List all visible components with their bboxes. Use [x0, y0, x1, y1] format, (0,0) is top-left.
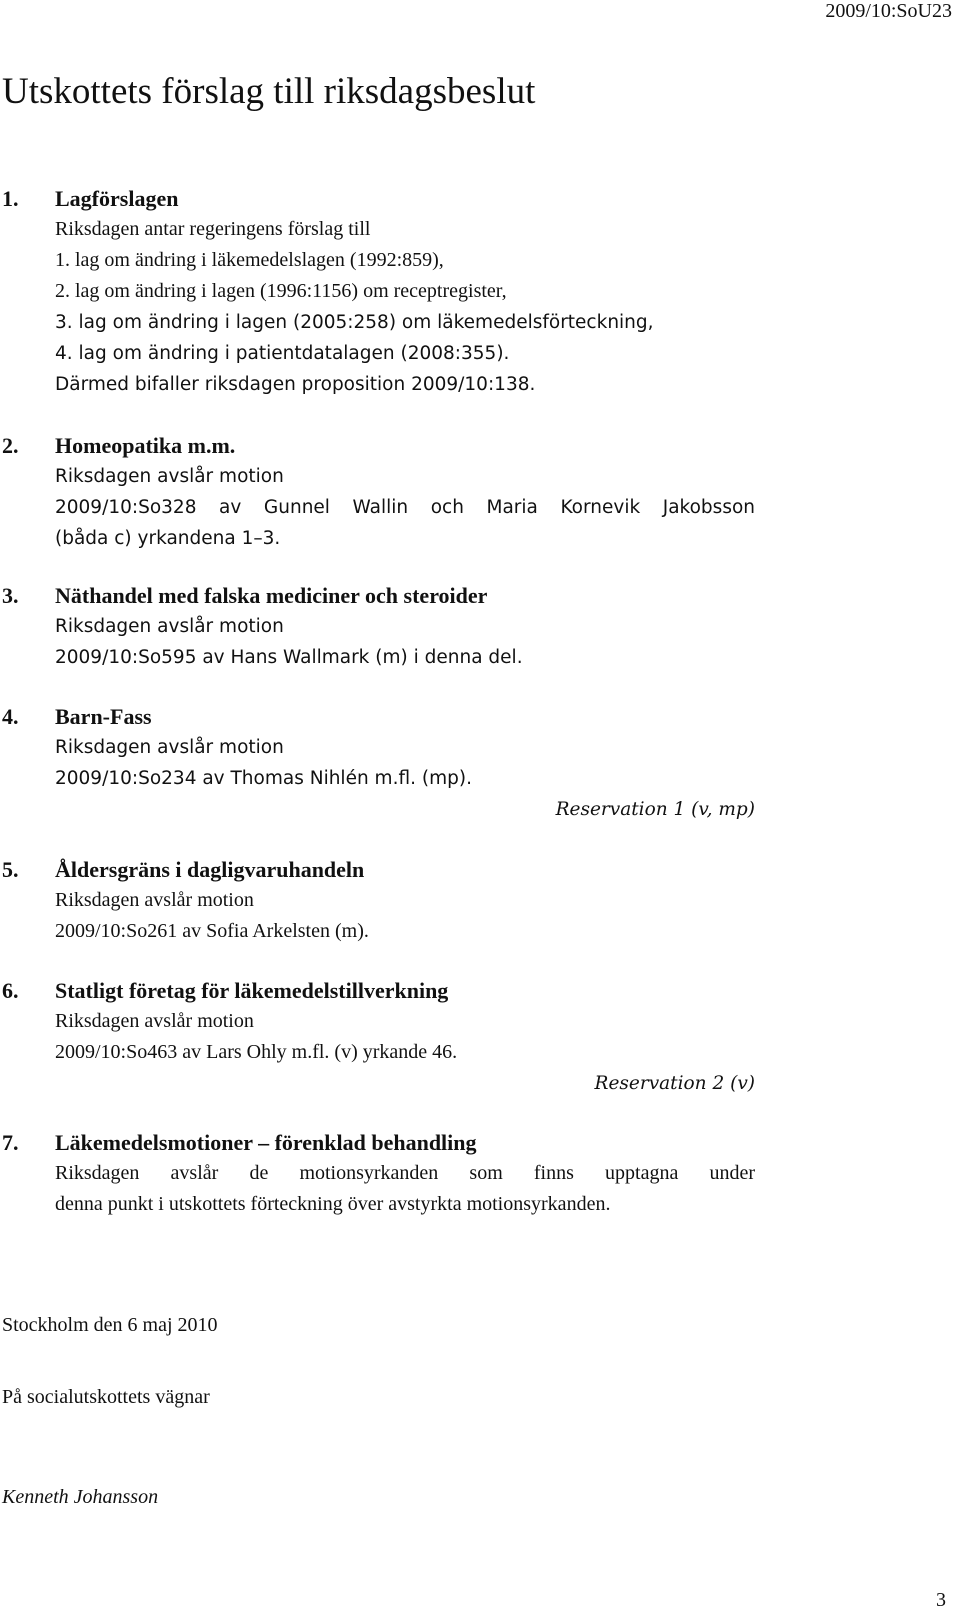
section-6 [0, 975, 760, 1099]
section-2 [0, 430, 760, 554]
section-title: Åldersgräns i dagligvaruhandeln [55, 857, 365, 882]
text-line: 2. lag om ändring i lagen (1996:1156) om receptregister, [55, 280, 507, 302]
text-line: 2009/10:So328 av Gunnel Wallin och Maria Kornevik Jakobsson [55, 497, 755, 518]
section-number: 4. [2, 704, 19, 729]
text-line: 2009/10:So234 av Thomas Nihlén m.fl. (mp). [55, 768, 472, 789]
text-line: 2009/10:So463 av Lars Ohly m.fl. (v) yrkande 46. [55, 1041, 458, 1063]
section-number: 5. [2, 857, 19, 882]
section-7 [0, 1127, 760, 1220]
text-line: 1. lag om ändring i läkemedelslagen (1992:859), [55, 249, 444, 271]
text-line: Riksdagen avslår motion [55, 466, 284, 487]
section-heading [0, 1127, 760, 1158]
place-date: Stockholm den 6 maj 2010 [2, 1314, 218, 1336]
text-line: Riksdagen avslår motion [55, 737, 284, 758]
section-4 [0, 701, 760, 825]
section-title: Homeopatika m.m. [55, 433, 236, 458]
text-line: denna punkt i utskottets förteckning över avstyrkta motionsyrkanden. [55, 1193, 611, 1215]
page-number: 3 [936, 1589, 946, 1611]
section-title: Näthandel med falska mediciner och steroider [55, 583, 488, 608]
text-line: 2009/10:So261 av Sofia Arkelsten (m). [55, 920, 369, 942]
text-line: 4. lag om ändring i patientdatalagen (2008:355). [55, 343, 510, 364]
text-line: 3. lag om ändring i lagen (2005:258) om läkemedelsförteckning, [55, 312, 654, 333]
section-title: Lagförslagen [55, 186, 179, 211]
section-title: Barn-Fass [55, 704, 152, 729]
section-title: Läkemedelsmotioner – förenklad behandling [55, 1130, 477, 1155]
section-1 [0, 183, 760, 400]
section-heading [0, 430, 760, 461]
text-line: Riksdagen antar regeringens förslag till [55, 218, 371, 240]
on-behalf-line: På socialutskottets vägnar [2, 1386, 210, 1408]
text-line: (båda c) yrkandena 1–3. [55, 528, 281, 549]
text-line: Riksdagen avslår motion [55, 616, 284, 637]
section-3 [0, 580, 760, 673]
signature-name: Kenneth Johansson [2, 1486, 159, 1508]
page-title: Utskottets förslag till riksdagsbeslut [2, 71, 536, 112]
section-5 [0, 854, 760, 947]
section-number: 3. [2, 583, 19, 608]
document-id: 2009/10:SoU23 [825, 0, 952, 22]
reservation-note: Reservation 1 (v, mp) [555, 799, 755, 820]
section-heading [0, 975, 760, 1006]
text-line: Riksdagen avslår motion [55, 1010, 254, 1032]
section-heading [0, 580, 760, 611]
section-title: Statligt företag för läkemedelstillverkning [55, 978, 449, 1003]
text-line: Därmed bifaller riksdagen proposition 2009/10:138. [55, 374, 536, 395]
section-number: 2. [2, 433, 19, 458]
reservation-note: Reservation 2 (v) [594, 1073, 755, 1094]
text-line: Riksdagen avslår motion [55, 889, 254, 911]
section-number: 7. [2, 1130, 19, 1155]
text-line: 2009/10:So595 av Hans Wallmark (m) i denna del. [55, 647, 523, 668]
text-line: Riksdagen avslår de motionsyrkanden som finns upptagna under [55, 1162, 755, 1184]
section-heading [0, 701, 760, 732]
section-number: 1. [2, 186, 19, 211]
section-heading [0, 854, 760, 885]
section-number: 6. [2, 978, 19, 1003]
section-heading [0, 183, 760, 214]
